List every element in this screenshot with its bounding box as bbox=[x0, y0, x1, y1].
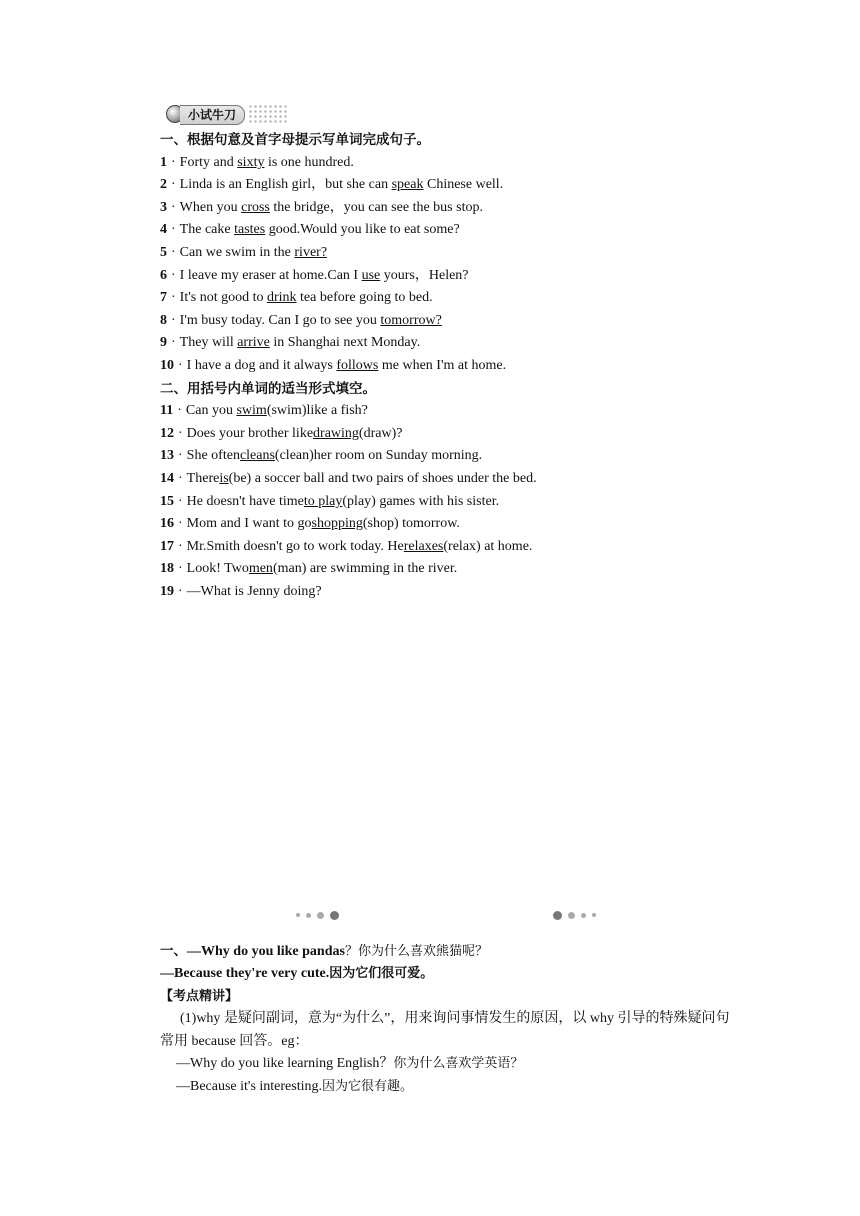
section1-item bbox=[160, 289, 433, 307]
item-text-before: They will bbox=[179, 335, 238, 350]
item-text-after: (draw)? bbox=[358, 426, 403, 441]
item-text-after: (swim)like a fish? bbox=[266, 403, 368, 418]
section2-item bbox=[160, 425, 402, 443]
item-text-after: good.Would you like to eat some? bbox=[265, 222, 460, 237]
item-text-before: She often bbox=[186, 448, 240, 463]
item-number: 9 bbox=[160, 335, 167, 350]
item-number: 19 bbox=[160, 584, 174, 599]
section1-item bbox=[160, 312, 442, 330]
item-answer: drink bbox=[266, 290, 297, 305]
item-number: 1 bbox=[160, 155, 167, 170]
item-text-after: (man) are swimming in the river. bbox=[272, 561, 458, 576]
section1-item bbox=[160, 267, 469, 285]
item-number: 17 bbox=[160, 539, 174, 554]
section-heading: 二、用括号内单词的适当形式填空。 bbox=[160, 381, 376, 397]
item-answer: tomorrow? bbox=[380, 313, 442, 328]
item-text-after: in Shanghai next Monday. bbox=[269, 335, 421, 350]
item-separator: · bbox=[178, 494, 183, 509]
item-answer: swim bbox=[236, 403, 267, 418]
item-number: 16 bbox=[160, 516, 174, 531]
item-text-before: I leave my eraser at home.Can I bbox=[179, 268, 362, 283]
item-answer: use bbox=[361, 268, 381, 283]
section1-item bbox=[160, 176, 503, 194]
item-answer: sixty bbox=[237, 155, 265, 170]
item-text-after: (play) games with his sister. bbox=[342, 494, 500, 509]
item-answer: arrive bbox=[237, 335, 270, 350]
item-separator: · bbox=[178, 584, 183, 599]
item-number: 12 bbox=[160, 426, 174, 441]
item-text-before: Does your brother like bbox=[186, 426, 314, 441]
item-text-after: (relax) at home. bbox=[443, 539, 533, 554]
item-separator: · bbox=[171, 245, 176, 260]
banner-dots-right bbox=[553, 910, 596, 920]
section1-item bbox=[160, 357, 506, 375]
item-number: 14 bbox=[160, 471, 174, 486]
item-number: 11 bbox=[160, 403, 174, 418]
item-number: 2 bbox=[160, 177, 167, 192]
item-separator: · bbox=[171, 177, 176, 192]
section2-item bbox=[160, 538, 532, 556]
item-separator: · bbox=[177, 403, 182, 418]
item-answer: cleans bbox=[239, 448, 275, 463]
item-separator: · bbox=[171, 335, 176, 350]
item-text-before: Mom and I want to go bbox=[186, 516, 312, 531]
point-explanation: (1)why 是疑问副词，意为“为什么”，用来询问事情发生的原因，以 why 引导的特殊疑问句常用 because 回答。eg： bbox=[160, 1011, 730, 1049]
item-answer: speak bbox=[391, 177, 424, 192]
item-separator: · bbox=[178, 448, 183, 463]
badge-label: 小试牛刀 bbox=[180, 105, 245, 125]
item-number: 15 bbox=[160, 494, 174, 509]
item-text-before: Forty and bbox=[179, 155, 238, 170]
item-text-before: He doesn't have time bbox=[186, 494, 304, 509]
section2-heading bbox=[160, 380, 376, 399]
item-text-before: It's not good to bbox=[179, 290, 267, 305]
key-points-banner bbox=[296, 894, 596, 936]
item-text-after: is one hundred. bbox=[264, 155, 354, 170]
item-text-after: (clean)her room on Sunday morning. bbox=[274, 448, 483, 463]
item-separator: · bbox=[171, 313, 176, 328]
section1-heading bbox=[160, 131, 430, 150]
section2-item bbox=[160, 583, 322, 601]
item-answer: to play bbox=[303, 494, 343, 509]
item-answer: drawing bbox=[313, 426, 359, 441]
point-question: 一、—Why do you like pandas？你为什么喜欢熊猫呢？ bbox=[160, 943, 488, 959]
item-text-before: There bbox=[186, 471, 220, 486]
item-answer: follows bbox=[336, 358, 379, 373]
item-number: 4 bbox=[160, 222, 167, 237]
item-separator: · bbox=[178, 516, 183, 531]
item-text-before: Can you bbox=[185, 403, 237, 418]
item-text-before: —What is Jenny doing? bbox=[186, 584, 322, 599]
item-text-before: Mr.Smith doesn't go to work today. He bbox=[186, 539, 404, 554]
item-separator: · bbox=[171, 290, 176, 305]
item-number: 18 bbox=[160, 561, 174, 576]
item-answer: cross bbox=[241, 200, 270, 215]
banner-dots-left bbox=[296, 910, 339, 920]
item-separator: · bbox=[178, 561, 183, 576]
item-text-before: Look! Two bbox=[186, 561, 249, 576]
item-text-after: Chinese well. bbox=[423, 177, 504, 192]
item-answer: is bbox=[219, 471, 229, 486]
item-text-before: Linda is an English girl，but she can bbox=[179, 177, 392, 192]
item-separator: · bbox=[178, 471, 183, 486]
item-separator: · bbox=[178, 426, 183, 441]
item-separator: · bbox=[171, 200, 176, 215]
item-text-before: When you bbox=[179, 200, 242, 215]
section2-item bbox=[160, 402, 368, 420]
item-number: 7 bbox=[160, 290, 167, 305]
item-text-after: (shop) tomorrow. bbox=[362, 516, 460, 531]
section1-item bbox=[160, 154, 354, 172]
section2-item bbox=[160, 470, 537, 488]
item-text-before: The cake bbox=[179, 222, 235, 237]
item-answer: shopping bbox=[311, 516, 363, 531]
section2-item bbox=[160, 447, 482, 465]
item-separator: · bbox=[171, 155, 176, 170]
section2-item bbox=[160, 493, 499, 511]
item-number: 5 bbox=[160, 245, 167, 260]
point-example-answer: —Because it's interesting.因为它很有趣。 bbox=[176, 1079, 414, 1094]
point-label: 【考点精讲】 bbox=[160, 989, 239, 1004]
item-text-before: I'm busy today. Can I go to see you bbox=[179, 313, 381, 328]
item-text-after: (be) a soccer ball and two pairs of shoes under the bed. bbox=[228, 471, 537, 486]
section1-item bbox=[160, 199, 483, 217]
item-text-before: Can we swim in the bbox=[179, 245, 295, 260]
item-separator: · bbox=[178, 539, 183, 554]
item-answer: men bbox=[248, 561, 273, 576]
section-heading: 一、根据句意及首字母提示写单词完成句子。 bbox=[160, 132, 430, 148]
section2-item bbox=[160, 515, 460, 533]
section1-item bbox=[160, 334, 420, 352]
item-answer: river? bbox=[294, 245, 328, 260]
item-number: 3 bbox=[160, 200, 167, 215]
item-number: 8 bbox=[160, 313, 167, 328]
section1-item bbox=[160, 221, 460, 239]
item-text-after: me when I'm at home. bbox=[378, 358, 507, 373]
item-text-before: I have a dog and it always bbox=[186, 358, 337, 373]
item-number: 10 bbox=[160, 358, 174, 373]
item-text-after: yours，Helen? bbox=[380, 268, 469, 283]
point-answer: —Because they're very cute.因为它们很可爱。 bbox=[160, 966, 434, 981]
item-separator: · bbox=[178, 358, 183, 373]
section1-item bbox=[160, 244, 327, 262]
item-answer: tastes bbox=[234, 222, 266, 237]
item-answer: relaxes bbox=[403, 539, 444, 554]
item-text-after: tea before going to bed. bbox=[296, 290, 433, 305]
item-separator: · bbox=[171, 222, 176, 237]
section2-item bbox=[160, 560, 457, 578]
item-number: 6 bbox=[160, 268, 167, 283]
point-example-question: —Why do you like learning English？你为什么喜欢学英语？ bbox=[176, 1056, 524, 1071]
badge-dots-decoration bbox=[248, 104, 288, 124]
section-badge bbox=[164, 102, 288, 126]
item-text-after: the bridge，you can see the bus stop. bbox=[269, 200, 483, 215]
item-number: 13 bbox=[160, 448, 174, 463]
item-separator: · bbox=[171, 268, 176, 283]
